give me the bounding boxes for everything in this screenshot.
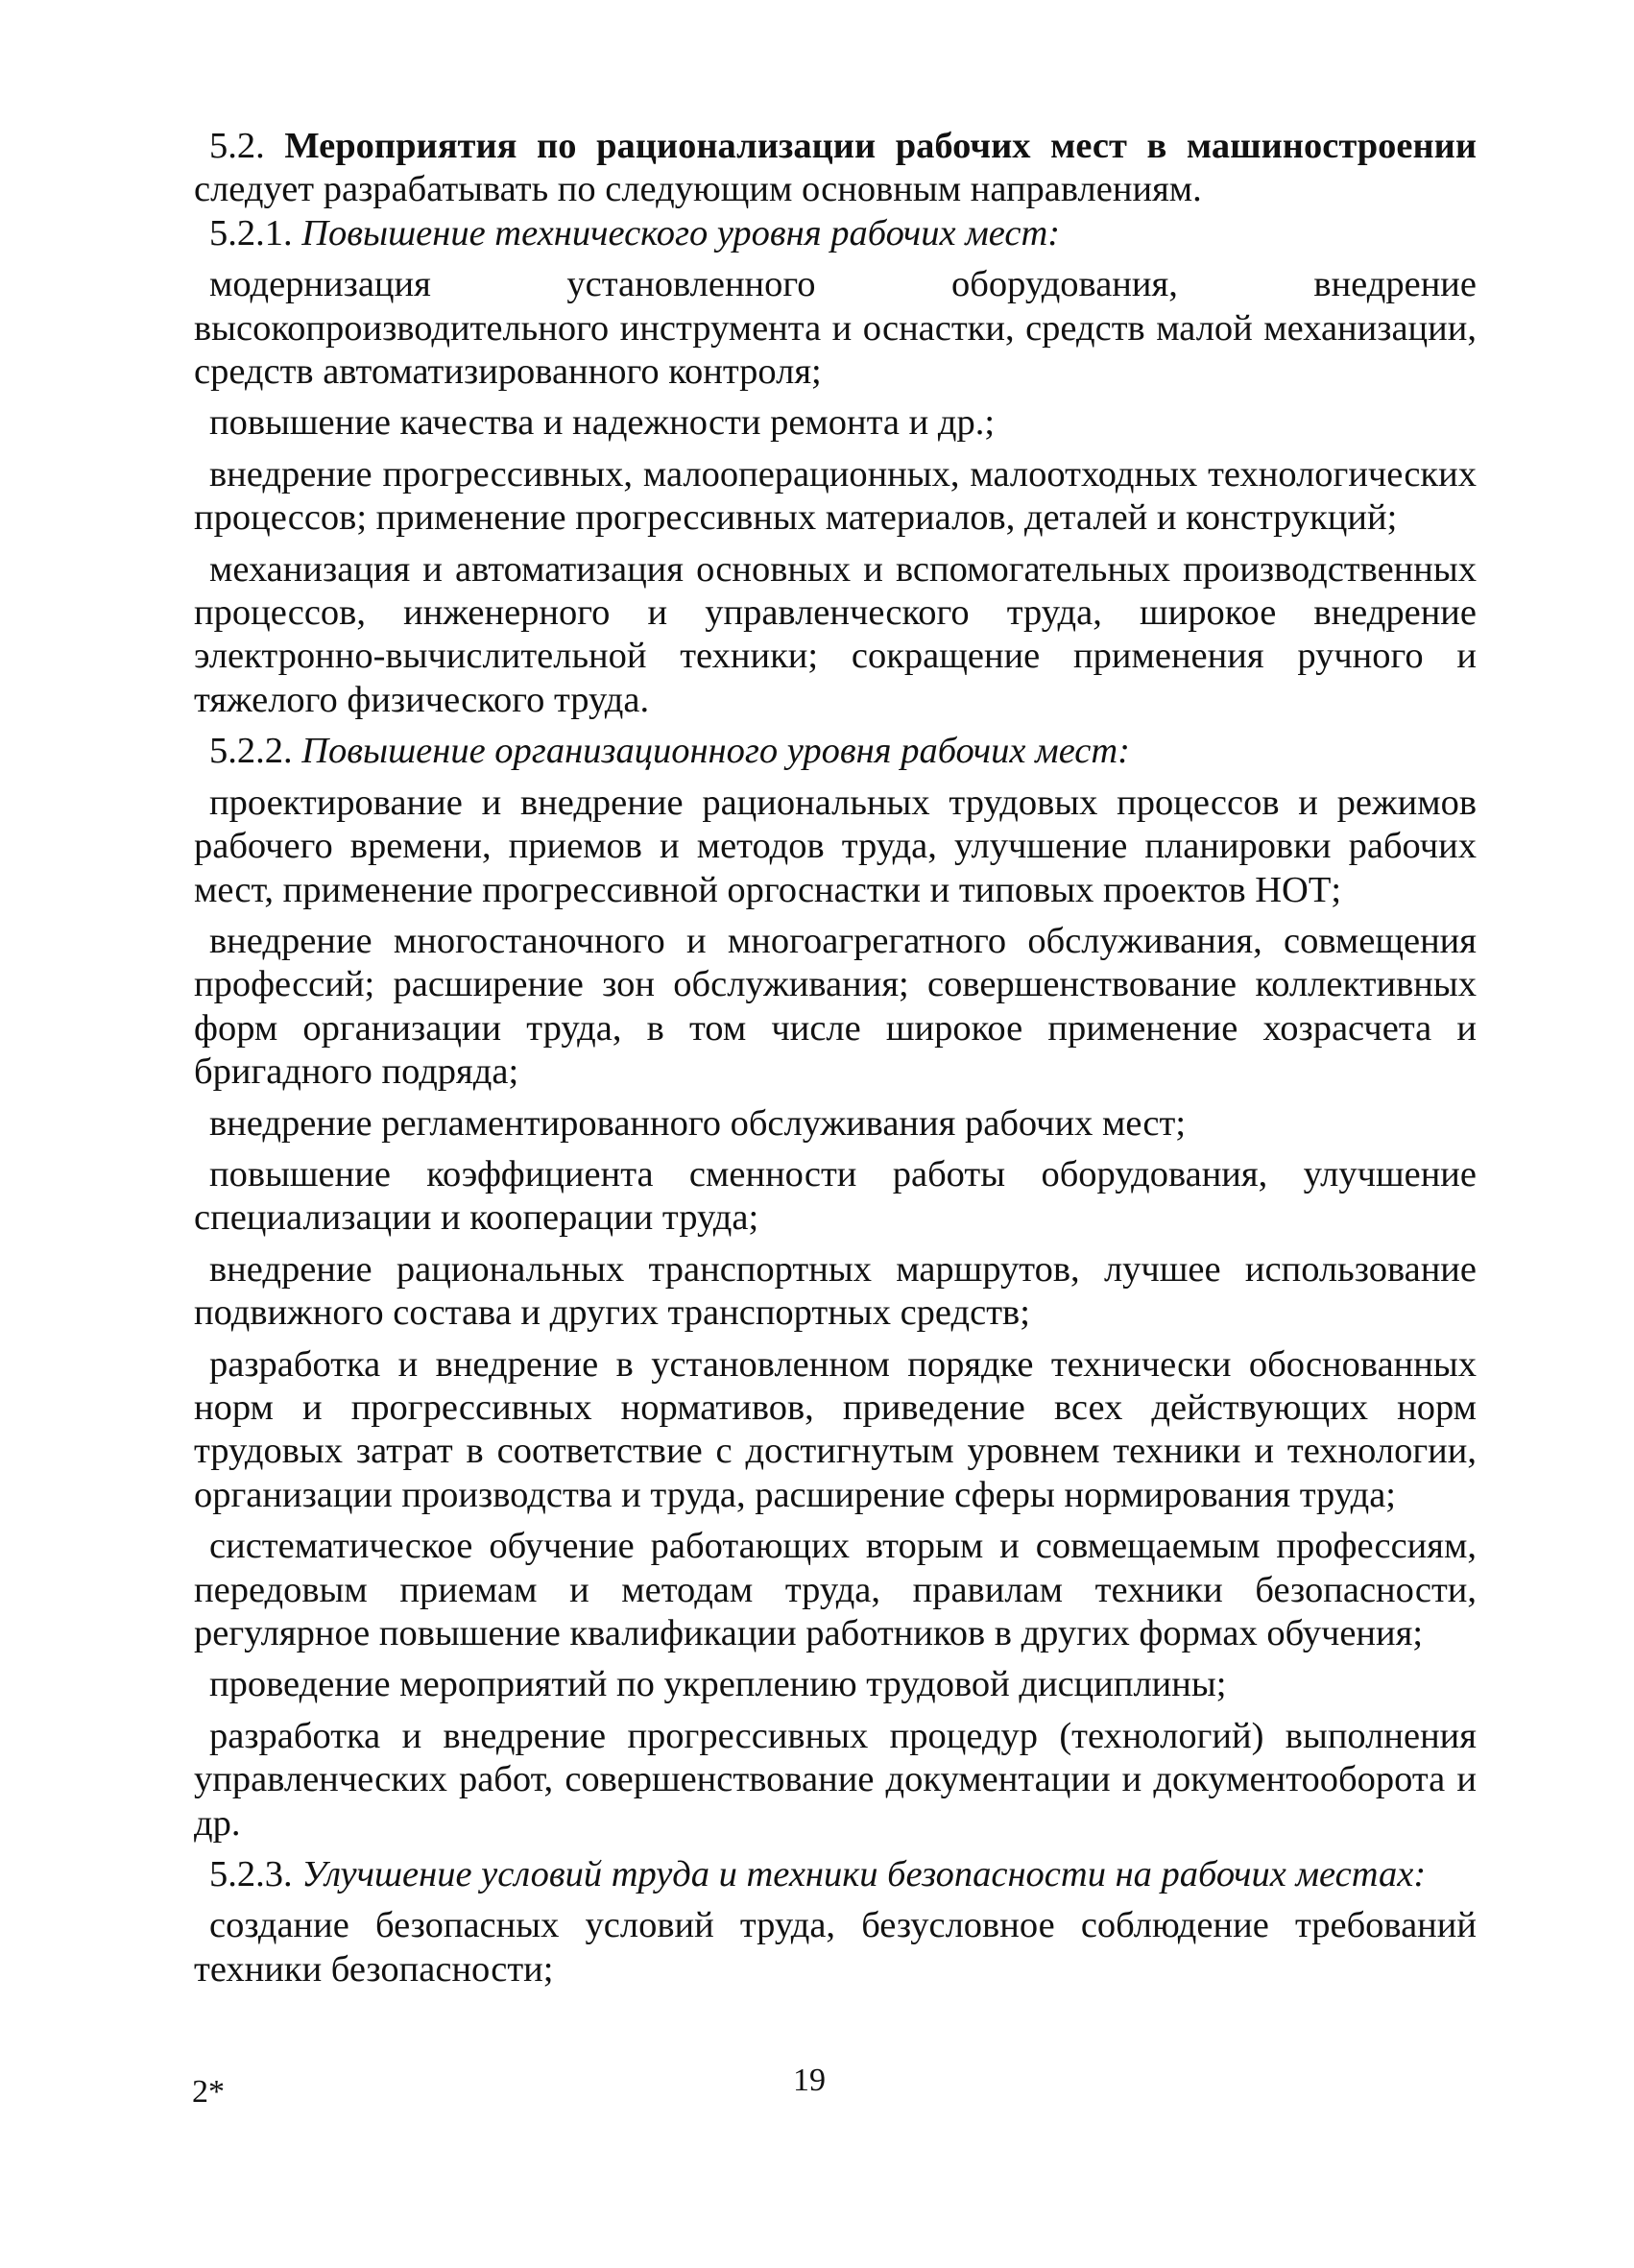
list-item: внедрение многостаночного и многоагрегатного обслуживания, совмещения профессий; расширение зон обслуживания; совершенствование коллективных форм организации труда, в том числе широкое применение хозрасчета и бригадного подряда; [194,920,1477,1093]
section-heading-text: Улучшение условий труда и техники безопасности на рабочих местах: [301,1854,1427,1895]
section-number: 5.2.1. [209,212,293,253]
section-number: 5.2.2. [209,731,293,772]
section-5-2-2-items [194,782,1477,1846]
list-item: внедрение рациональных транспортных маршрутов, лучшее использование подвижного состава и других транспортных средств; [194,1248,1477,1334]
section-number: 5.2.3. [209,1854,293,1895]
list-item: внедрение прогрессивных, малооперационных, малоотходных технологических процессов; применение прогрессивных материалов, деталей и конструкций; [194,453,1477,539]
section-heading-text: Повышение технического уровня рабочих мест: [301,212,1061,253]
list-item: проведение мероприятий по укреплению трудовой дисциплины; [209,1664,1227,1705]
list-item: систематическое обучение работающих вторым и совмещаемым профессиям, передовым приемам и методам труда, правилам техники безопасности, регулярное повышение квалификации работников в других формах обучения; [194,1526,1477,1653]
list-item: проектирование и внедрение рациональных трудовых процессов и режимов рабочего времени, приемов и методов труда, улучшение планировки рабочих мест, применение прогрессивной оргоснастки и типовых проектов НОТ; [194,782,1477,910]
section-5-2-1-heading [194,212,1477,255]
section-number: 5.2. [209,126,265,166]
section-bold-text: Мероприятия по рационализации рабочих мест в машиностроении [284,126,1477,166]
section-rest-text: следует разрабатывать по следующим основным направлениям. [194,169,1202,210]
signature-mark: 2* [192,2074,225,2110]
section-heading-text: Повышение организационного уровня рабочих мест: [301,731,1131,772]
section-5-2-1-items [194,263,1477,722]
list-item: модернизация установленного оборудования, внедрение высокопроизводительного инструмента и оснастки, средств малой механизации, средств автоматизированного контроля; [194,264,1477,393]
list-item: внедрение регламентированного обслуживания рабочих мест; [209,1102,1187,1144]
section-5-2-2-heading [194,730,1477,773]
section-5-2-paragraph [194,125,1477,212]
list-item: повышение коэффициента сменности работы оборудования, улучшение специализации и кооперации труда; [194,1153,1477,1239]
section-5-2-3-heading [194,1853,1477,1896]
list-item: создание безопасных условий труда, безусловное соблюдение требований техники безопасности; [194,1905,1477,1990]
list-item: повышение качества и надежности ремонта и др.; [209,402,996,444]
page-body [194,125,1477,1991]
page-number: 19 [793,2063,826,2098]
list-item: механизация и автоматизация основных и вспомогательных производственных процессов, инженерного и управленческого труда, широкое внедрение электронно-вычислительной техники; сокращение применения ручного и тяжелого физического труда. [194,548,1477,720]
list-item: разработка и внедрение прогрессивных процедур (технологий) выполнения управленческих работ, совершенствование документации и документооборота и др. [194,1715,1477,1844]
section-5-2-3-items [194,1904,1477,1991]
list-item: разработка и внедрение в установленном порядке технически обоснованных норм и прогрессивных нормативов, приведение всех действующих норм трудовых затрат в соответствие с достигнутым уровнем техники и технологии, организации производства и труда, расширение сферы нормирования труда; [194,1343,1477,1515]
